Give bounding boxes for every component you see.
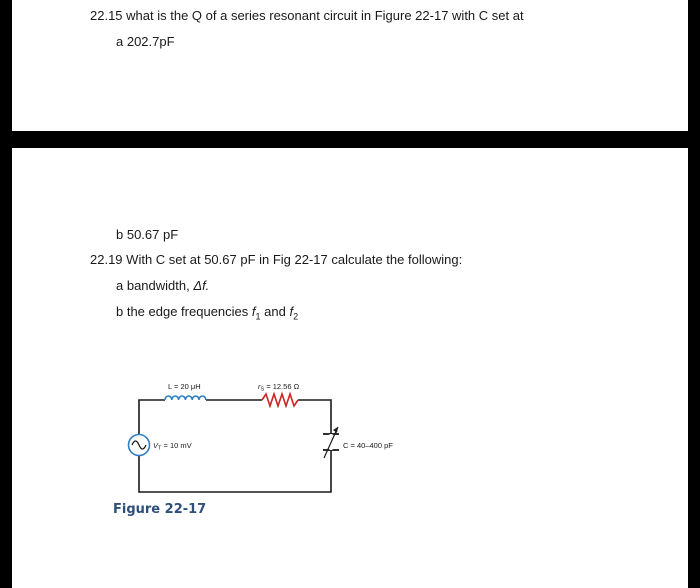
document-page-2 [12,148,688,588]
question-number: 22.15 [90,8,123,23]
question-22-15-part-a: a 202.7pF [116,34,175,49]
source-label [153,441,192,452]
f2-symbol: f [289,304,294,319]
wire-top-left [139,400,165,435]
source-subscript: T [158,445,162,452]
resistor-label [258,382,300,393]
wire-top-right [298,400,331,434]
source-symbol: V [153,441,159,450]
f1-symbol: f [251,304,256,319]
capacitor-label: C = 40–400 pF [343,441,393,450]
resistor-symbol: r [258,382,261,391]
question-text: what is the Q of a series resonant circuit in Figure 22-17 with C set at [126,8,524,23]
f1-subscript: 1 [255,311,261,322]
document-page-1 [12,0,688,131]
wire-right-bottom [139,450,331,492]
inductor-coil [165,396,206,400]
figure-caption: Figure 22-17 [113,502,207,517]
source-value: = 10 mV [161,441,192,450]
part-a-text: a bandwidth, [116,278,194,293]
question-text: With C set at 50.67 pF in Fig 22-17 calculate the following: [126,252,463,267]
inductor-label: L = 20 μH [168,382,201,391]
part-b-text: b the edge frequencies [116,304,252,319]
and-text: and [260,304,290,319]
resistor-zigzag [262,394,298,406]
resistor-subscript: S [260,386,265,393]
question-22-15-part-b: b 50.67 pF [116,227,179,242]
circuit-diagram [12,148,688,588]
delta-f-symbol: Δf. [193,278,210,293]
resistor-value: = 12.56 Ω [264,382,300,391]
question-number: 22.19 [90,252,123,267]
f2-subscript: 2 [293,311,299,322]
question-22-15 [90,8,524,24]
